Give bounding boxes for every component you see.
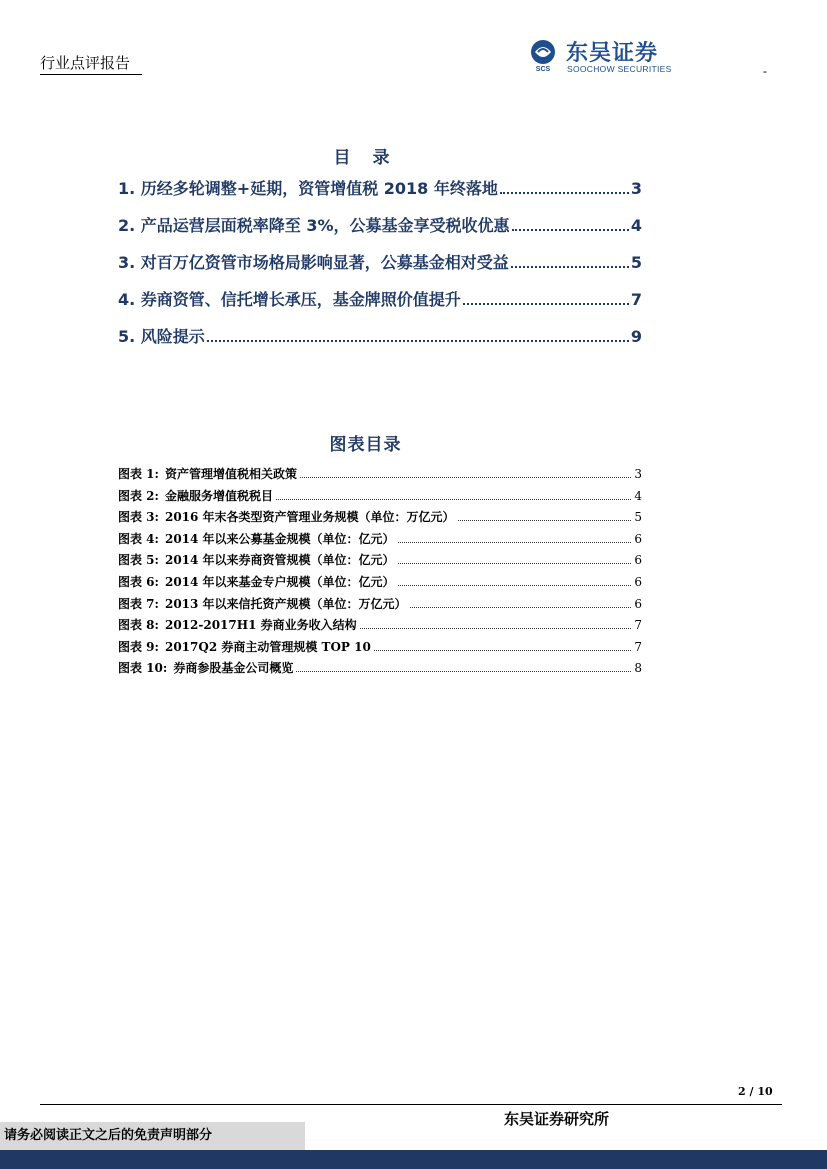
- figure-item-page: 7: [634, 639, 642, 654]
- figure-item-page: 3: [634, 467, 642, 481]
- figure-leader: [398, 542, 632, 543]
- figure-item-label: 图表 1:: [118, 467, 159, 481]
- logo-en-text: SOOCHOW SECURITIES: [567, 64, 672, 74]
- figure-item-label: 图表 3:: [118, 510, 159, 525]
- figure-item-page: 6: [634, 531, 642, 546]
- figure-list-title: 图表目录: [329, 435, 402, 455]
- logo-cn-text: 东吴证券: [566, 41, 659, 66]
- figure-leader: [410, 607, 632, 608]
- toc-leader: [511, 266, 629, 268]
- bottom-bar: [0, 1150, 827, 1169]
- figure-leader: [296, 671, 631, 672]
- toc-title: 目 录: [333, 148, 398, 168]
- figure-item-text: 2016 年末各类型资产管理业务规模（单位：万亿元）: [164, 510, 455, 525]
- figure-item-text: 券商参股基金公司概览: [173, 661, 294, 676]
- toc-item-page: 4: [630, 216, 642, 235]
- figure-leader: [360, 628, 632, 629]
- figure-item-text: 资产管理增值税相关政策: [164, 467, 297, 481]
- figure-leader: [398, 585, 632, 586]
- figure-item[interactable]: [118, 465, 642, 487]
- figure-list: [118, 465, 642, 681]
- figure-item-page: 8: [634, 661, 642, 676]
- figure-item-label: 图表 9:: [118, 639, 159, 654]
- toc-item-page: 3: [630, 179, 642, 198]
- page-number: 2 / 10: [738, 1085, 773, 1098]
- figure-item-label: 图表 10:: [118, 661, 168, 676]
- figure-item-text: 2017Q2 券商主动管理规模 TOP 10: [164, 639, 371, 654]
- toc-item-text: 3. 对百万亿资管市场格局影响显著，公募基金相对受益: [118, 253, 509, 272]
- toc-item-text: 2. 产品运营层面税率降至 3%，公募基金享受税收优惠: [118, 216, 510, 235]
- figure-item-page: 7: [634, 618, 642, 633]
- figure-item-page: 6: [634, 574, 642, 589]
- toc-item-page: 5: [630, 253, 642, 272]
- figure-item-page: 4: [634, 488, 642, 503]
- toc-leader: [512, 229, 629, 231]
- footer-institute: 东吴证券研究所: [504, 1110, 610, 1128]
- logo-mark-text: SCS: [535, 66, 551, 72]
- toc-item[interactable]: [118, 287, 642, 324]
- figure-item[interactable]: [118, 638, 642, 660]
- figure-item[interactable]: [118, 508, 642, 530]
- figure-item-page: 6: [634, 596, 642, 611]
- footer-rule: [40, 1104, 782, 1105]
- toc-leader: [500, 192, 629, 194]
- header-dash: -: [763, 64, 767, 78]
- figure-item-page: 5: [634, 510, 642, 525]
- toc-item-text: 5. 风险提示: [118, 327, 205, 346]
- figure-item-text: 金融服务增值税税目: [164, 488, 273, 503]
- report-type-underline: [40, 74, 142, 75]
- toc-item-page: 9: [630, 327, 642, 346]
- figure-item-text: 2014 年以来基金专户规模（单位：亿元）: [164, 574, 395, 589]
- figure-item-label: 图表 2:: [118, 488, 159, 503]
- figure-item-text: 2014 年以来公募基金规模（单位：亿元）: [164, 531, 395, 546]
- figure-item[interactable]: [118, 551, 642, 573]
- figure-item-text: 2012-2017H1 券商业务收入结构: [164, 618, 357, 633]
- toc-item-text: 1. 历经多轮调整+延期，资管增值税 2018 年终落地: [118, 179, 498, 198]
- figure-leader: [276, 499, 631, 500]
- toc-item[interactable]: [118, 213, 642, 250]
- toc-item-text: 4. 券商资管、信托增长承压，基金牌照价值提升: [118, 290, 461, 309]
- brand-logo: [526, 38, 726, 74]
- soochow-logo-icon: [526, 38, 560, 72]
- toc-item[interactable]: [118, 176, 642, 213]
- figure-leader: [374, 650, 632, 651]
- toc-leader: [207, 340, 629, 342]
- figure-item-label: 图表 7:: [118, 596, 159, 611]
- figure-leader: [300, 477, 631, 478]
- figure-item-label: 图表 5:: [118, 553, 159, 568]
- toc-list: [118, 176, 642, 361]
- figure-item-text: 2014 年以来券商资管规模（单位：亿元）: [164, 553, 395, 568]
- figure-item-label: 图表 4:: [118, 531, 159, 546]
- toc-item[interactable]: [118, 324, 642, 361]
- figure-item[interactable]: [118, 573, 642, 595]
- figure-item[interactable]: [118, 595, 642, 617]
- figure-item[interactable]: [118, 659, 642, 681]
- figure-item[interactable]: [118, 616, 642, 638]
- toc-item[interactable]: [118, 250, 642, 287]
- figure-item-text: 2013 年以来信托资产规模（单位：万亿元）: [164, 596, 407, 611]
- figure-item-label: 图表 6:: [118, 574, 159, 589]
- disclaimer-banner: 请务必阅读正文之后的免责声明部分: [0, 1122, 305, 1150]
- figure-item-label: 图表 8:: [118, 618, 159, 633]
- report-type-label: 行业点评报告: [40, 54, 131, 72]
- figure-item[interactable]: [118, 487, 642, 509]
- figure-leader: [458, 520, 632, 521]
- figure-item-page: 6: [634, 553, 642, 568]
- figure-item[interactable]: [118, 530, 642, 552]
- figure-leader: [398, 563, 632, 564]
- toc-item-page: 7: [630, 290, 642, 309]
- toc-leader: [463, 303, 629, 305]
